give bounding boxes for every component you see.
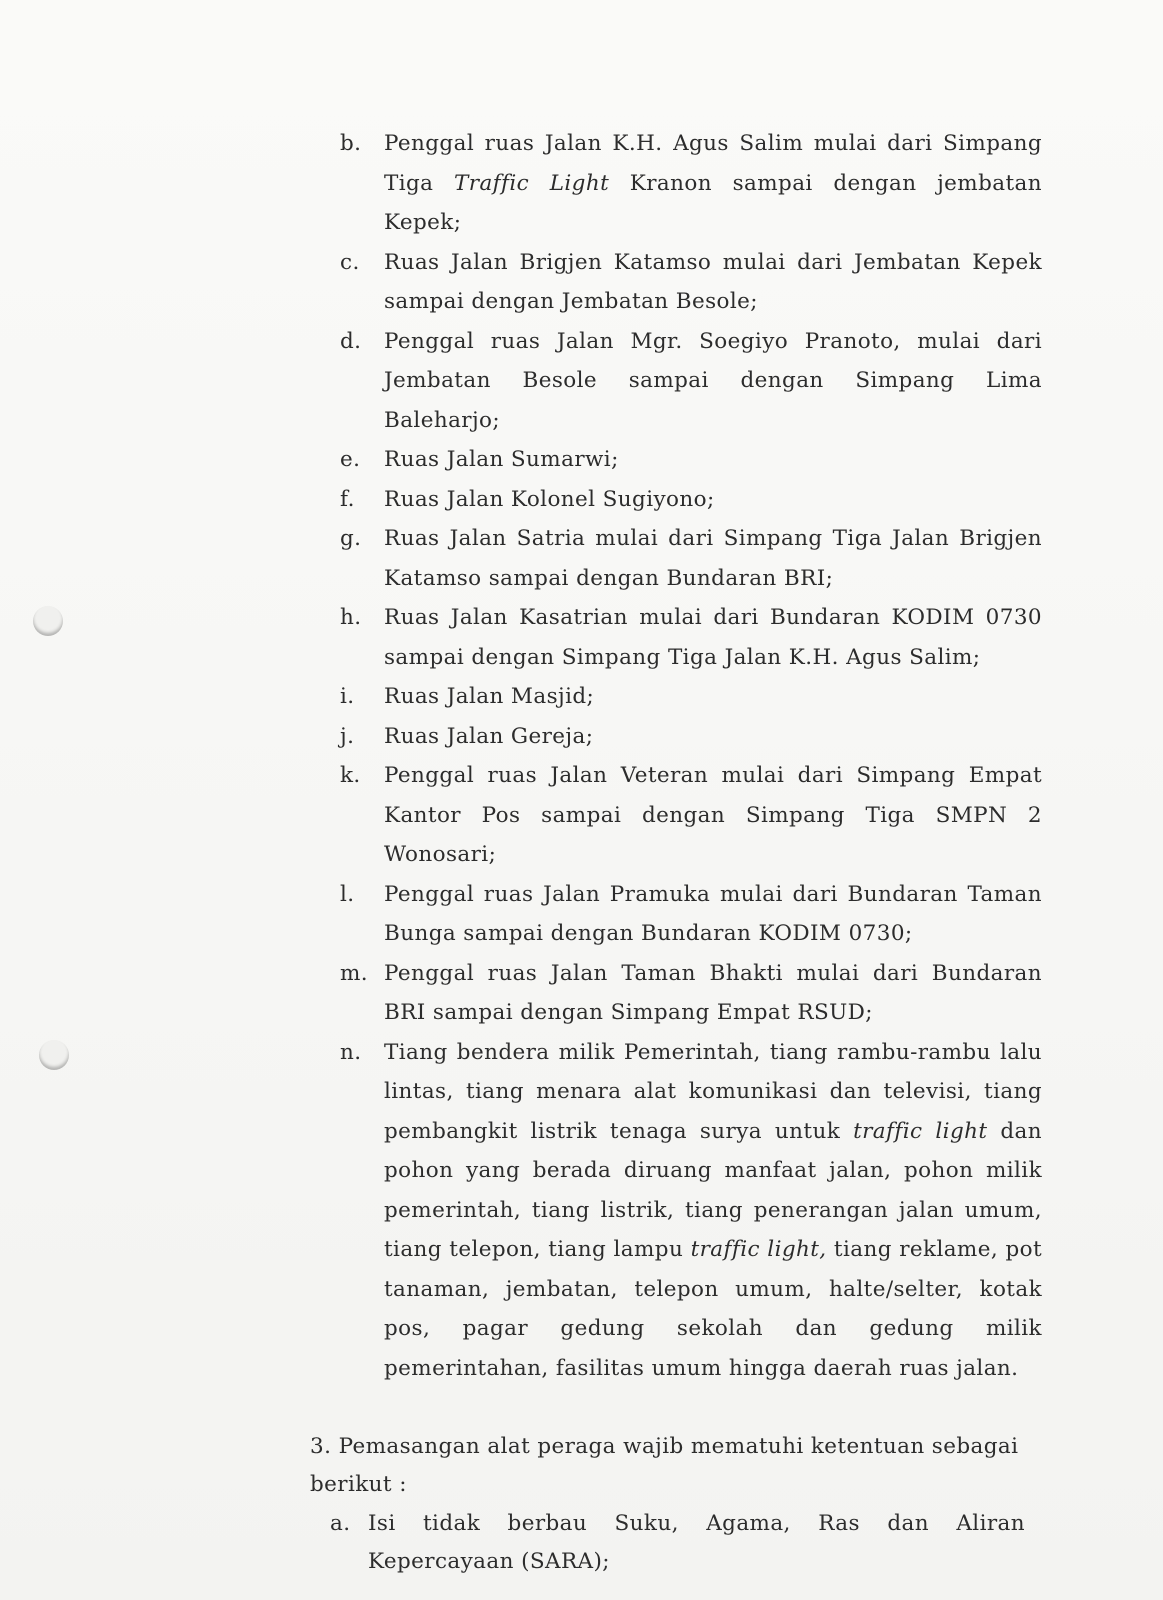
list-item-text <box>384 440 1042 480</box>
text-run: dan pohon yang berada diruang manfaat jalan, pohon milik pemerintah, tiang listrik, tiang penerangan jalan umum, tiang telepon, tiang lampu <box>384 1118 1042 1262</box>
list-item <box>330 1505 1025 1581</box>
section-text: Pemasangan alat peraga wajib mematuhi ketentuan sebagai berikut : <box>310 1434 1019 1497</box>
text-run: Penggal ruas Jalan Veteran mulai dari Simpang Empat Kantor Pos sampai dengan Simpang Tiga SMPN 2 Wonosari; <box>384 763 1042 867</box>
list-marker: e. <box>340 447 361 472</box>
list-item <box>340 677 1042 717</box>
list-item-text <box>384 677 1042 717</box>
punch-hole <box>39 1040 69 1070</box>
text-run: Penggal ruas Jalan Mgr. Soegiyo Pranoto, mulai dari Jembatan Besole sampai dengan Simpang Lima Baleharjo; <box>384 328 1042 433</box>
italic-term: traffic light <box>853 1118 988 1144</box>
list-item <box>340 875 1042 954</box>
list-marker: d. <box>340 328 362 354</box>
list-item-text: Isi tidak berbau Suku, Agama, Ras dan Aliran Kepercayaan (SARA); <box>368 1511 1025 1574</box>
list-marker: h. <box>340 605 362 630</box>
italic-term: Traffic Light <box>454 170 610 196</box>
list-item <box>340 954 1042 1033</box>
list-item <box>340 322 1042 441</box>
text-run: Penggal ruas Jalan K.H. Agus Salim mulai dari Simpang Tiga <box>384 131 1042 196</box>
text-run: Ruas Jalan Masjid; <box>384 684 595 709</box>
text-run: Ruas Jalan Satria mulai dari Simpang Tiga Jalan Brigjen Katamso sampai dengan Bundaran BRI; <box>384 526 1042 591</box>
list-item <box>340 1033 1042 1389</box>
list-item <box>340 598 1042 677</box>
list-item <box>340 124 1042 243</box>
list-item-text <box>384 243 1042 322</box>
list-item-text <box>384 519 1042 598</box>
list-item-text <box>384 322 1042 441</box>
list-marker: b. <box>340 131 362 156</box>
text-run: Ruas Jalan Brigjen Katamso mulai dari Jembatan Kepek sampai dengan Jembatan Besole; <box>384 249 1042 314</box>
text-run: Ruas Jalan Gereja; <box>384 723 594 749</box>
punch-hole <box>33 606 63 636</box>
italic-term: traffic light, <box>690 1237 827 1262</box>
text-run: Ruas Jalan Kolonel Sugiyono; <box>384 486 715 512</box>
list-marker: f. <box>340 486 355 512</box>
list-item <box>340 243 1042 322</box>
list-item <box>340 756 1042 875</box>
text-run: Ruas Jalan Kasatrian mulai dari Bundaran KODIM 0730 sampai dengan Simpang Tiga Jalan K.H. Agus Salim; <box>384 605 1042 670</box>
list-marker: m. <box>340 960 369 986</box>
text-run: Kranon sampai dengan jembatan Kepek; <box>384 170 1042 235</box>
list-item-text <box>384 124 1042 243</box>
list-marker: k. <box>340 763 361 788</box>
list-marker: a. <box>330 1511 351 1536</box>
list-item <box>340 480 1042 520</box>
list-marker: i. <box>340 684 355 709</box>
list-marker: g. <box>340 526 362 551</box>
road-list <box>340 124 1042 1388</box>
list-item-text <box>384 480 1042 520</box>
list-item <box>340 440 1042 480</box>
section-3 <box>310 1428 1025 1504</box>
list-item-text <box>384 598 1042 677</box>
list-item-text <box>384 1033 1042 1389</box>
list-item-text <box>384 756 1042 875</box>
text-run: Penggal ruas Jalan Pramuka mulai dari Bundaran Taman Bunga sampai dengan Bundaran KODIM 0730; <box>384 881 1042 946</box>
text-run: Ruas Jalan Sumarwi; <box>384 447 619 472</box>
list-item-text <box>384 954 1042 1033</box>
text-run: Penggal ruas Jalan Taman Bhakti mulai dari Bundaran BRI sampai dengan Simpang Empat RSUD; <box>384 960 1042 1025</box>
text-run: tiang reklame, pot tanaman, jembatan, telepon umum, halte/selter, kotak pos, pagar gedung sekolah dan gedung milik pemerintahan, fasilitas umum hingga daerah ruas jalan. <box>384 1237 1042 1381</box>
section-number: 3. <box>310 1434 332 1459</box>
list-item <box>340 519 1042 598</box>
list-marker: l. <box>340 881 355 907</box>
list-item-text <box>384 875 1042 954</box>
list-item <box>340 717 1042 757</box>
list-marker: c. <box>340 249 360 275</box>
list-marker: j. <box>340 723 355 749</box>
list-item-text <box>384 717 1042 757</box>
text-run: Tiang bendera milik Pemerintah, tiang rambu-rambu lalu lintas, tiang menara alat komunikasi dan televisi, tiang pembangkit listrik tenaga surya untuk <box>384 1039 1042 1144</box>
list-marker: n. <box>340 1039 362 1065</box>
